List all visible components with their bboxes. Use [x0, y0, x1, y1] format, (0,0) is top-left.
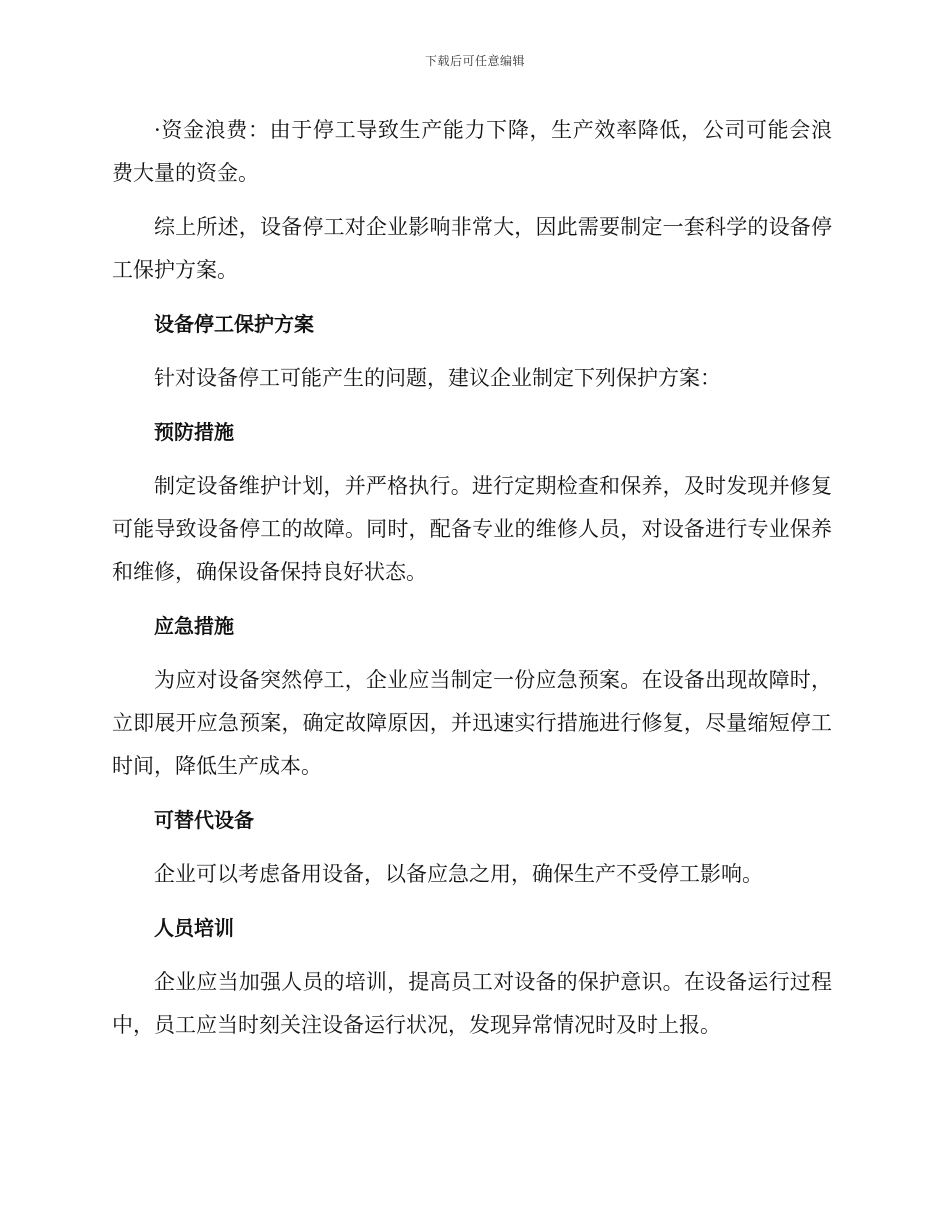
heading-prevention: 预防措施 [154, 420, 234, 444]
paragraph-summary: 综上所述，设备停工对企业影响非常大，因此需要制定一套科学的设备停工保护方案。 [112, 215, 832, 282]
heading-emergency: 应急措施 [154, 614, 234, 638]
paragraph-emergency: 为应对设备突然停工，企业应当制定一份应急预案。在设备出现故障时，立即展开应急预案，确定故障原因，并迅速实行措施进行修复，尽量缩短停工时间，降低生产成本。 [112, 668, 832, 778]
paragraph-capital-waste: ·资金浪费：由于停工导致生产能力下降，生产效率降低，公司可能会浪费大量的资金。 [112, 118, 832, 185]
heading-staff-training: 人员培训 [154, 916, 234, 940]
paragraph-prevention: 制定设备维护计划，并严格执行。进行定期检查和保养，及时发现并修复可能导致设备停工的故障。同时，配备专业的维修人员，对设备进行专业保养和维修，确保设备保持良好状态。 [112, 474, 832, 584]
document-body [112, 109, 832, 1058]
heading-protection-plan: 设备停工保护方案 [154, 312, 314, 336]
paragraph-alternative-equipment: 企业可以考虑备用设备，以备应急之用，确保生产不受停工影响。 [154, 862, 763, 886]
heading-alternative-equipment: 可替代设备 [154, 808, 254, 832]
page-header: 下载后可任意编辑 [424, 54, 525, 68]
paragraph-plan-intro: 针对设备停工可能产生的问题，建议企业制定下列保护方案： [154, 366, 721, 390]
paragraph-staff-training: 企业应当加强人员的培训，提高员工对设备的保护意识。在设备运行过程中，员工应当时刻关注设备运行状况，发现异常情况时及时上报。 [112, 970, 832, 1037]
